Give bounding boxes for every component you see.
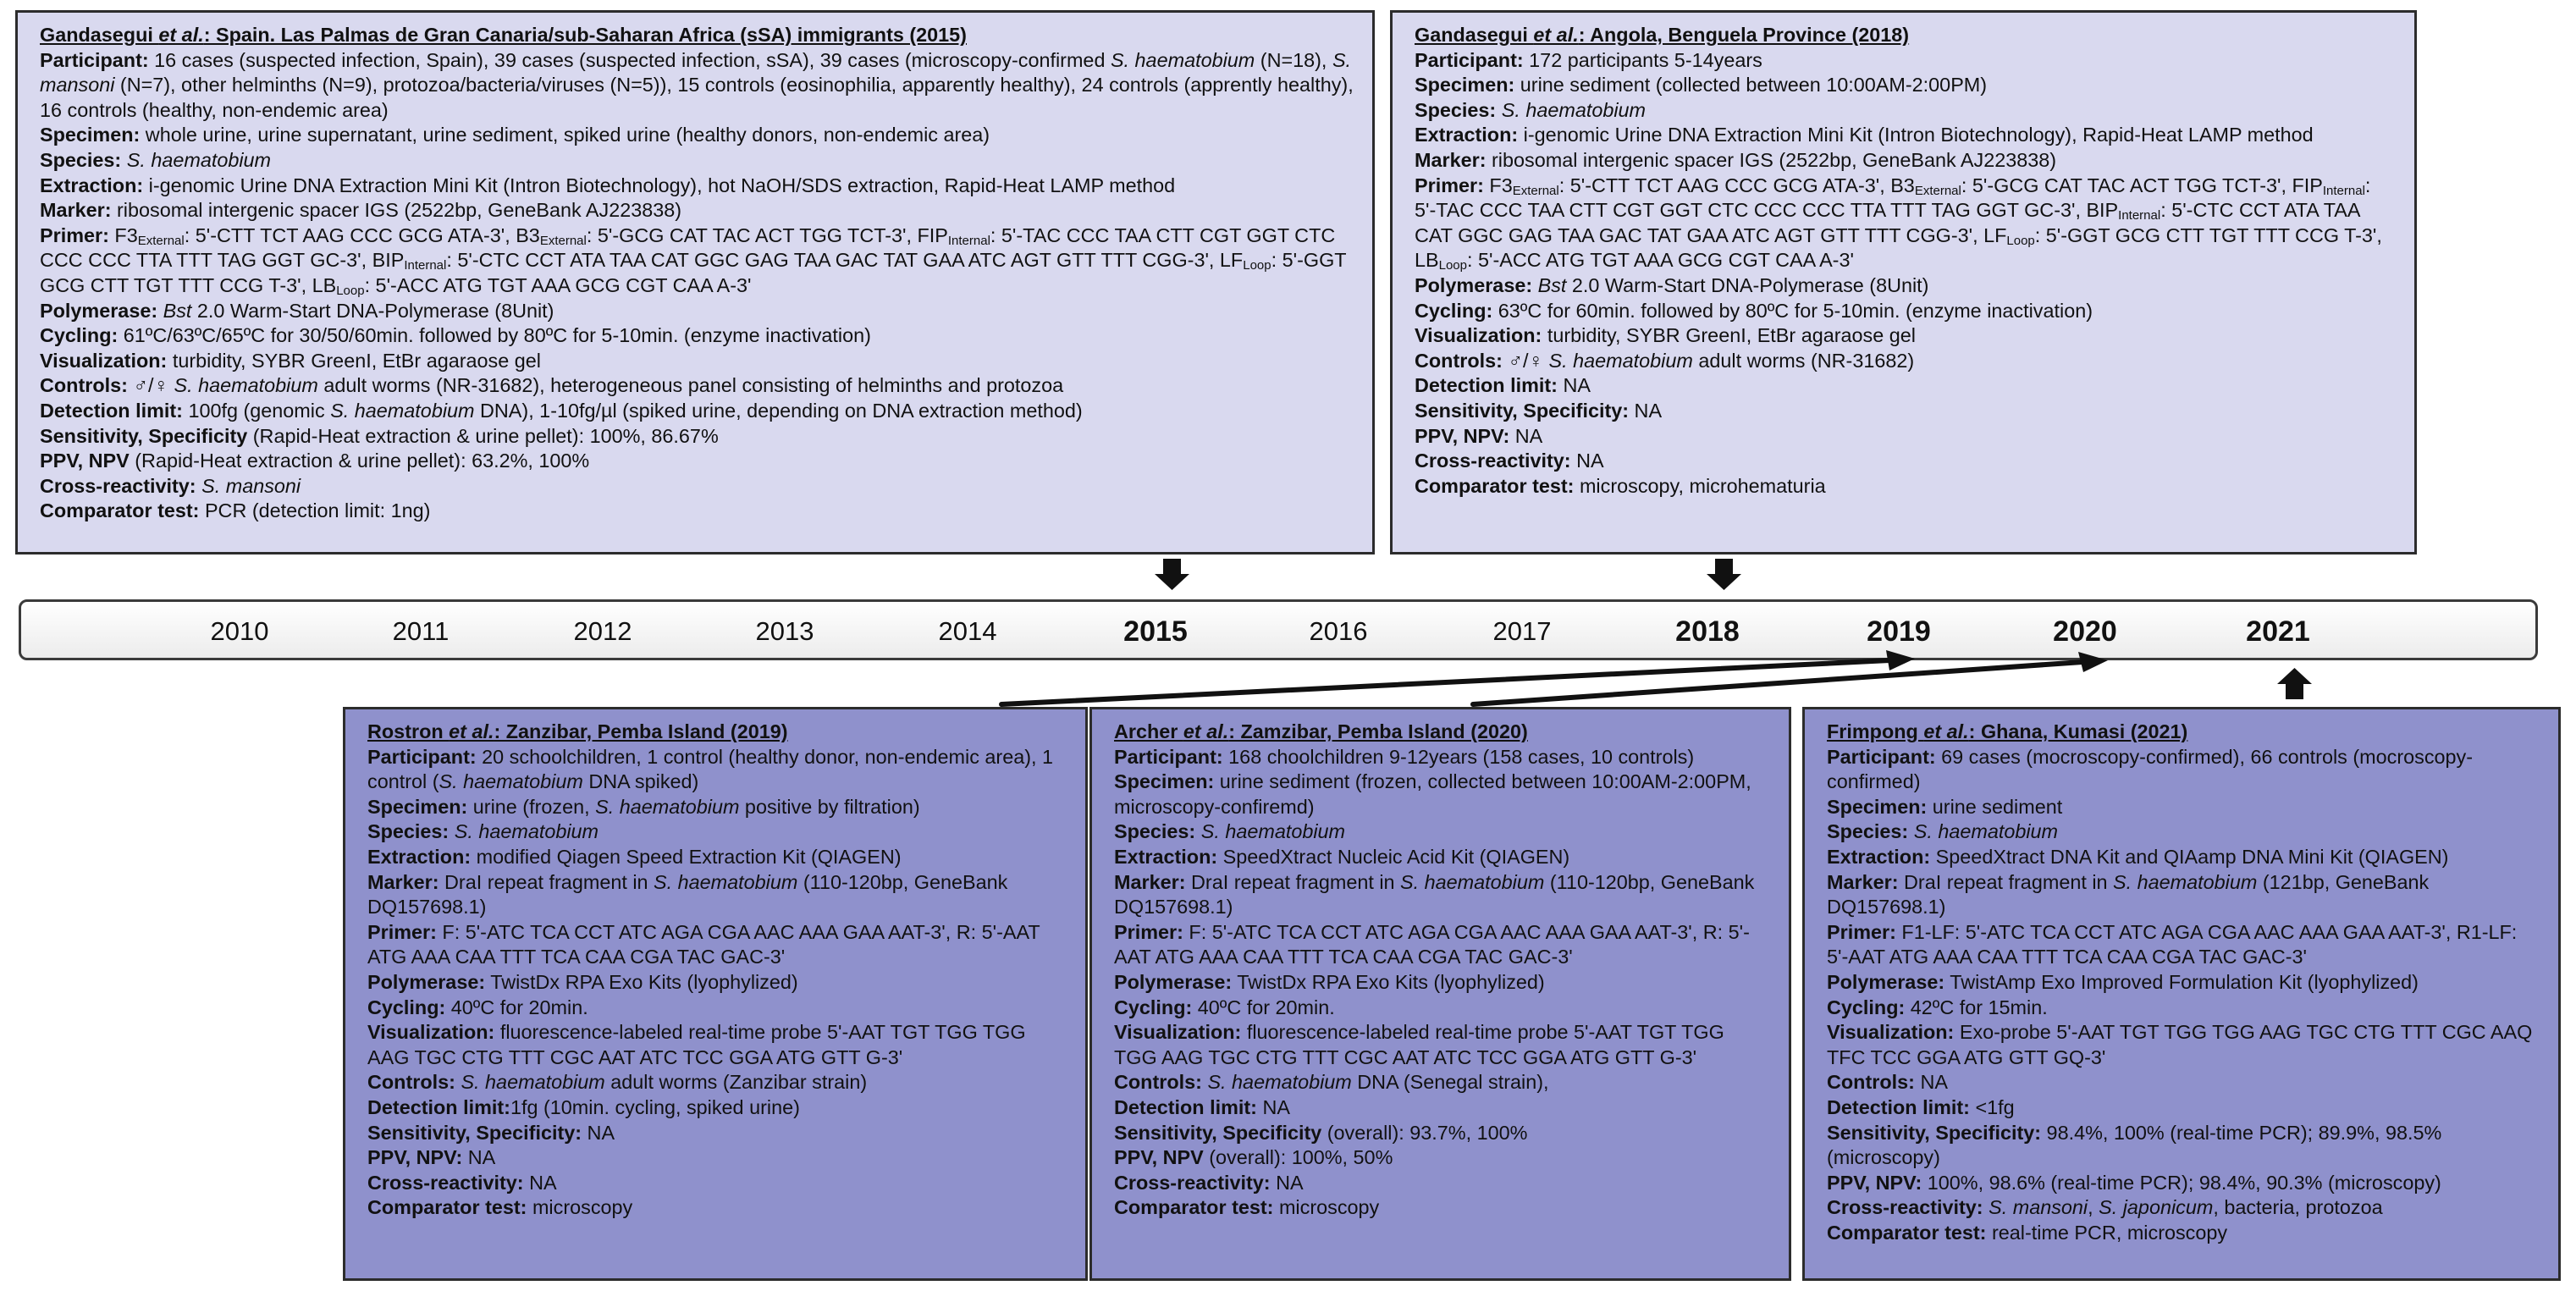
study-field-row: Visualization: turbidity, SYBR GreenI, EtBr agaraose gel	[1415, 324, 1916, 347]
study-field-row: Sensitivity, Specificity (Rapid-Heat extraction & urine pellet): 100%, 86.67%	[40, 424, 719, 447]
study-card-title: Archer et al.: Zamzibar, Pemba Island (2020)	[1114, 720, 1528, 742]
study-field-row: Extraction: modified Qiagen Speed Extraction Kit (QIAGEN)	[367, 845, 902, 868]
study-field-row: Extraction: i-genomic Urine DNA Extraction Mini Kit (Intron Biotechnology), hot NaOH/SDS extraction, Rapid-Heat LAMP method	[40, 174, 1176, 196]
study-field-row: Marker: DraI repeat fragment in S. haematobium (121bp, GeneBank DQ157698.1)	[1827, 870, 2430, 919]
study-card-title: Rostron et al.: Zanzibar, Pemba Island (2019)	[367, 720, 788, 742]
timeline-year-2017: 2017	[1492, 616, 1552, 646]
study-field-row: Detection limit: NA	[1415, 374, 1591, 397]
study-field-row: Polymerase: Bst 2.0 Warm-Start DNA-Polymerase (8Unit)	[1415, 273, 1929, 296]
study-field-row: Visualization: turbidity, SYBR GreenI, EtBr agaraose gel	[40, 349, 541, 372]
study-field-row: Polymerase: TwistDx RPA Exo Kits (lyophylized)	[1114, 970, 1545, 993]
timeline-year-2010: 2010	[210, 616, 269, 646]
arrowhead-2020	[2078, 652, 2108, 672]
arrow-up-2021	[2277, 668, 2312, 699]
timeline-year-2019: 2019	[1867, 615, 1931, 648]
study-field-row: Primer: F: 5'-ATC TCA CCT ATC AGA CGA AAC AAA GAA AAT-3', R: 5'-AAT ATG AAA CAA TTT TCA CAA CGA TAC GAC-3'	[1114, 920, 1750, 968]
study-field-row: Participant: 168 choolchildren 9-12years (158 cases, 10 controls)	[1114, 745, 1695, 768]
study-field-row: Primer: $F3_{External}$: 5'-CTT TCT AAG CCC GCG ATA-3', $B3_{External}$: 5'-GCG CAT TAC ACT TGG TCT-3', $FIP_{Internal}$: 5'-TAC CCC TAA CTT CGT GGT CTC CCC CCC TTA TTT TAG GGT GC-3', $BIP_{Internal}$: 5'-CTC CCT ATA TAA CAT GGC GAG TAA GAC TAT GAA ATC AGT GTT TTT CGG-3', $LF_{Loop}$: 5'-GGT GCG CTT TGT TTT CCG T-3', $LB_{Loop}$: 5'-ACC ATG TGT AAA GCG CGT CAA A-3'	[40, 223, 1347, 298]
study-field-row: PPV, NPV: NA	[367, 1146, 496, 1169]
study-card-title: Frimpong et al.: Ghana, Kumasi (2021)	[1827, 720, 2188, 742]
study-field-row: PPV, NPV: NA	[1415, 424, 1543, 447]
timeline-year-2013: 2013	[755, 616, 814, 646]
study-field-row: Cross-reactivity: NA	[1114, 1171, 1304, 1194]
study-field-row: PPV, NPV: 100%, 98.6% (real-time PCR); 98.4%, 90.3% (microscopy)	[1827, 1171, 2441, 1194]
study-field-row: Cross-reactivity: NA	[367, 1171, 557, 1194]
study-field-row: Sensitivity, Specificity: 98.4%, 100% (real-time PCR); 89.9%, 98.5% (microscopy)	[1827, 1121, 2442, 1169]
study-field-row: Primer: F1-LF: 5'-ATC TCA CCT ATC AGA CGA AAC AAA GAA AAT-3', R1-LF: 5'-AAT ATG AAA CAA TTT TCA CAA CGA TAC GAC-3'	[1827, 920, 2518, 968]
study-field-row: Controls: NA	[1827, 1071, 1948, 1094]
study-field-row: Participant: 16 cases (suspected infection, Spain), 39 cases (suspected infection, sSA), 39 cases (microscopy-confirmed S. haematobium (N=18), S. mansoni (N=7), other helminths (N=9), protozoa/bacteria/viruses (N=5)), 15 controls (eosinophilia, apparently healthy), 24 controls (apprently healthy), 16 controls (healthy, non-endemic area)	[40, 48, 1354, 121]
study-field-row: Cycling: 40ºC for 20min.	[1114, 996, 1335, 1018]
study-field-row: Detection limit: NA	[1114, 1095, 1290, 1118]
study-field-row: Comparator test: microscopy	[367, 1196, 633, 1219]
study-field-row: Primer: F: 5'-ATC TCA CCT ATC AGA CGA AAC AAA GAA AAT-3', R: 5'-AAT ATG AAA CAA TTT TCA CAA CGA TAC GAC-3'	[367, 920, 1040, 968]
study-field-row: Specimen: whole urine, urine supernatant, urine sediment, spiked urine (healthy donors, non-endemic area)	[40, 124, 990, 146]
study-field-row: Species: S. haematobium	[1415, 98, 1647, 121]
timeline-year-2011: 2011	[392, 616, 450, 646]
study-field-row: Sensitivity, Specificity (overall): 93.7%, 100%	[1114, 1121, 1528, 1144]
study-field-row: Visualization: fluorescence-labeled real-time probe 5'-AAT TGT TGG TGG AAG TGC CTG TTT CGC AAT ATC TCC GGA ATG GTT G-3'	[367, 1021, 1026, 1068]
study-field-row: Controls: ♂/♀ S. haematobium adult worms (NR-31682), heterogeneous panel consisting of helminths and protozoa	[40, 374, 1064, 397]
study-field-row: Cycling: 40ºC for 20min.	[367, 996, 588, 1018]
study-field-row: Sensitivity, Specificity: NA	[367, 1121, 615, 1144]
study-field-row: Specimen: urine sediment (frozen, collected between 10:00AM-2:00PM, microscopy-confiremd)	[1114, 770, 1751, 818]
study-card-title: Gandasegui et al.: Spain. Las Palmas de Gran Canaria/sub-Saharan Africa (sSA) immigrants (2015)	[40, 24, 967, 46]
study-field-row: PPV, NPV (overall): 100%, 50%	[1114, 1146, 1393, 1169]
study-field-row: Participant: 172 participants 5-14years	[1415, 48, 1762, 71]
timeline-year-2015: 2015	[1123, 615, 1188, 648]
study-field-row: Polymerase: Bst 2.0 Warm-Start DNA-Polymerase (8Unit)	[40, 299, 554, 322]
study-field-row: Polymerase: TwistDx RPA Exo Kits (lyophylized)	[367, 970, 798, 993]
study-field-row: Species: S. haematobium	[40, 148, 272, 171]
study-field-row: Comparator test: real-time PCR, microscopy	[1827, 1221, 2228, 1244]
study-field-row: Detection limit: <1fg	[1827, 1095, 2015, 1118]
study-field-row: PPV, NPV (Rapid-Heat extraction & urine pellet): 63.2%, 100%	[40, 450, 590, 472]
study-field-row: Controls: S. haematobium DNA (Senegal strain),	[1114, 1071, 1549, 1094]
study-field-row: Species: S. haematobium	[1114, 820, 1346, 843]
study-field-row: Cross-reactivity: S. mansoni, S. japonicum, bacteria, protozoa	[1827, 1196, 2383, 1219]
study-card-title: Gandasegui et al.: Angola, Benguela Province (2018)	[1415, 24, 1910, 46]
study-field-row: Detection limit:1fg (10min. cycling, spiked urine)	[367, 1095, 800, 1118]
study-field-row: Controls: S. haematobium adult worms (Zanzibar strain)	[367, 1071, 868, 1094]
timeline-year-2014: 2014	[938, 616, 997, 646]
timeline-year-2012: 2012	[573, 616, 632, 646]
arrowhead-2019	[1886, 650, 1915, 670]
study-field-row: Cycling: 61ºC/63ºC/65ºC for 30/50/60min. followed by 80ºC for 5-10min. (enzyme inactivation)	[40, 324, 871, 347]
study-field-row: Specimen: urine sediment (collected between 10:00AM-2:00PM)	[1415, 74, 1988, 97]
study-field-row: Cross-reactivity: S. mansoni	[40, 474, 301, 497]
study-field-row: Extraction: SpeedXtract DNA Kit and QIAamp DNA Mini Kit (QIAGEN)	[1827, 845, 2449, 868]
timeline-year-2018: 2018	[1675, 615, 1740, 648]
study-field-row: Detection limit: 100fg (genomic S. haematobium DNA), 1-10fg/µl (spiked urine, depending on DNA extraction method)	[40, 399, 1083, 422]
study-field-row: Cycling: 42ºC for 15min.	[1827, 996, 2048, 1018]
study-field-row: Specimen: urine sediment	[1827, 795, 2063, 818]
study-field-row: Participant: 69 cases (mocroscopy-confirmed), 66 controls (mocroscopy-confirmed)	[1827, 745, 2474, 793]
study-field-row: Species: S. haematobium	[1827, 820, 2059, 843]
study-field-row: Visualization: Exo-probe 5'-AAT TGT TGG TGG AAG TGC CTG TTT CGC AAQ TFC TCC GGA ATG GTT GQ-3'	[1827, 1021, 2533, 1068]
study-field-row: Marker: DraI repeat fragment in S. haematobium (110-120bp, GeneBank DQ157698.1)	[1114, 870, 1755, 919]
study-field-row: Extraction: SpeedXtract Nucleic Acid Kit (QIAGEN)	[1114, 845, 1570, 868]
study-field-row: Comparator test: PCR (detection limit: 1ng)	[40, 499, 431, 522]
study-field-row: Marker: ribosomal intergenic spacer IGS (2522bp, GeneBank AJ223838)	[40, 199, 682, 222]
study-field-row: Participant: 20 schoolchildren, 1 control (healthy donor, non-endemic area), 1 control (S. haematobium DNA spiked)	[367, 745, 1054, 793]
study-field-row: Primer: $F3_{External}$: 5'-CTT TCT AAG CCC GCG ATA-3', $B3_{External}$: 5'-GCG CAT TAC ACT TGG TCT-3', $FIP_{Internal}$: 5'-TAC CCC TAA CTT CGT GGT CTC CCC CCC TTA TTT TAG GGT GC-3', $BIP_{Internal}$: 5'-CTC CCT ATA TAA CAT GGC GAG TAA GAC TAT GAA ATC AGT GTT TTT CGG-3', $LF_{Loop}$: 5'-GGT GCG CTT TGT TTT CCG T-3', $LB_{Loop}$: 5'-ACC ATG TGT AAA GCG CGT CAA A-3'	[1415, 174, 2382, 273]
arrow-down-2015	[1155, 559, 1189, 590]
study-field-row: Sensitivity, Specificity: NA	[1415, 399, 1663, 422]
study-field-row: Controls: ♂/♀ S. haematobium adult worms (NR-31682)	[1415, 349, 1915, 372]
timeline-year-2020: 2020	[2053, 615, 2117, 648]
study-field-row: Extraction: i-genomic Urine DNA Extraction Mini Kit (Intron Biotechnology), Rapid-Heat LAMP method	[1415, 124, 2314, 146]
timeline-year-2021: 2021	[2246, 615, 2310, 648]
study-field-row: Comparator test: microscopy	[1114, 1196, 1380, 1219]
study-field-row: Species: S. haematobium	[367, 820, 599, 843]
study-field-row: Comparator test: microscopy, microhematuria	[1415, 474, 1826, 497]
study-field-row: Cross-reactivity: NA	[1415, 450, 1604, 472]
arrow-down-2018	[1707, 559, 1741, 590]
study-field-row: Visualization: fluorescence-labeled real-time probe 5'-AAT TGT TGG TGG AAG TGC CTG TTT CGC AAT ATC TCC GGA ATG GTT G-3'	[1114, 1021, 1724, 1068]
study-field-row: Polymerase: TwistAmp Exo Improved Formulation Kit (lyophylized)	[1827, 970, 2419, 993]
study-field-row: Specimen: urine (frozen, S. haematobium positive by filtration)	[367, 795, 920, 818]
study-field-row: Marker: ribosomal intergenic spacer IGS (2522bp, GeneBank AJ223838)	[1415, 148, 2057, 171]
study-field-row: Cycling: 63ºC for 60min. followed by 80ºC for 5-10min. (enzyme inactivation)	[1415, 299, 2093, 322]
timeline-year-2016: 2016	[1309, 616, 1368, 646]
study-field-row: Marker: DraI repeat fragment in S. haematobium (110-120bp, GeneBank DQ157698.1)	[367, 870, 1008, 919]
